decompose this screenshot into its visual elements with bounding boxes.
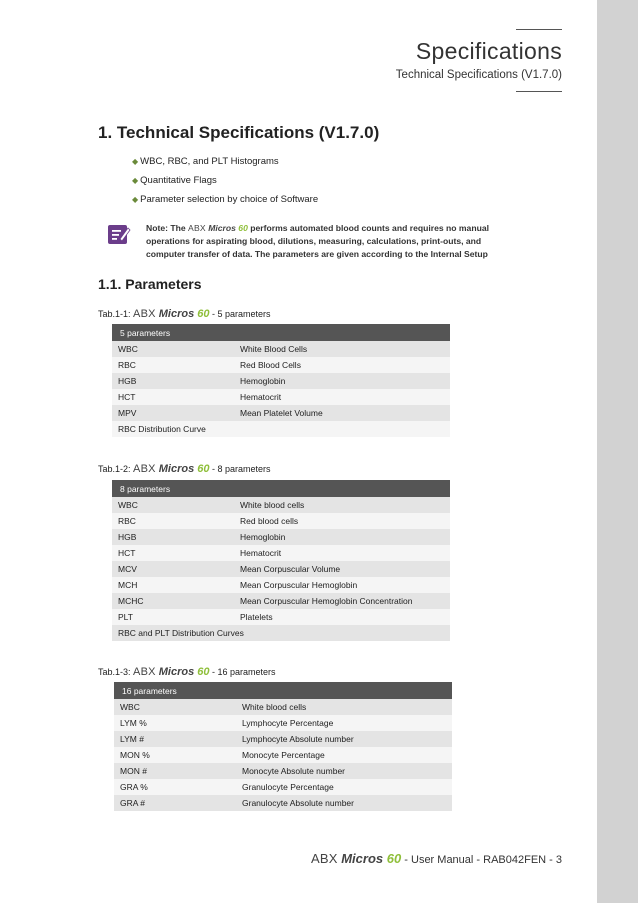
table-caption: Tab.1-3: ABX Micros 60 - 16 parameters — [98, 666, 276, 678]
page-footer: ABX Micros 60 - User Manual - RAB042FEN - 3 — [310, 851, 562, 866]
table-row: MON # Monocyte Absolute number — [114, 763, 452, 779]
table-row: MCV Mean Corpuscular Volume — [112, 561, 450, 577]
note-pencil-icon — [107, 222, 131, 246]
table-row: HCT Hematocrit — [112, 545, 450, 561]
table-row: PLT Platelets — [112, 609, 450, 625]
table-row: LYM # Lymphocyte Absolute number — [114, 731, 452, 747]
brand-name: ABX Micros 60 — [310, 851, 402, 866]
side-margin-bar — [597, 0, 638, 903]
list-item: ◆ Parameter selection by choice of Software — [132, 194, 319, 205]
brand-name: ABX Micros 60 — [133, 463, 210, 475]
table-header: 8 parameters — [112, 480, 450, 497]
table-caption: Tab.1-1: ABX Micros 60 - 5 parameters — [98, 308, 271, 320]
table-header: 16 parameters — [114, 682, 452, 699]
table-row: HGB Hemoglobin — [112, 529, 450, 545]
table-row: HGB Hemoglobin — [112, 373, 450, 389]
table-row: RBC Red blood cells — [112, 513, 450, 529]
table-row: GRA % Granulocyte Percentage — [114, 779, 452, 795]
diamond-bullet-icon: ◆ — [132, 157, 139, 166]
diamond-bullet-icon: ◆ — [132, 176, 139, 185]
header-subtitle: Technical Specifications (V1.7.0) — [395, 69, 562, 81]
header-rule-bottom — [516, 91, 562, 92]
table-row: WBC White blood cells — [112, 497, 450, 513]
diamond-bullet-icon: ◆ — [132, 195, 139, 204]
table-row: WBC White blood cells — [114, 699, 452, 715]
brand-name: ABX Micros 60 — [188, 223, 248, 233]
parameters-table-16 — [114, 682, 452, 811]
brand-name: ABX Micros 60 — [133, 308, 210, 320]
table-caption: Tab.1-2: ABX Micros 60 - 8 parameters — [98, 463, 271, 475]
table-row: GRA # Granulocyte Absolute number — [114, 795, 452, 811]
list-item: ◆ WBC, RBC, and PLT Histograms — [132, 156, 279, 167]
table-row: MON % Monocyte Percentage — [114, 747, 452, 763]
parameters-table-8 — [112, 480, 450, 641]
table-header: 5 parameters — [112, 324, 450, 341]
table-row: RBC and PLT Distribution Curves — [112, 625, 450, 641]
table-row: MPV Mean Platelet Volume — [112, 405, 450, 421]
list-item: ◆ Quantitative Flags — [132, 175, 217, 186]
note-text: Note: The ABX Micros 60 performs automated blood counts and requires no manual operations for aspirating blood, dilutions, measuring, calculations, print-outs, and computer transfer of data. The parameters are given according to the Internal Setup — [146, 223, 489, 259]
table-row: MCH Mean Corpuscular Hemoglobin — [112, 577, 450, 593]
header-title: Specifications — [415, 38, 562, 64]
feature-list — [132, 155, 318, 212]
parameters-table-5 — [112, 324, 450, 437]
brand-name: ABX Micros 60 — [133, 666, 210, 678]
table-row: HCT Hematocrit — [112, 389, 450, 405]
table-row: RBC Distribution Curve — [112, 421, 450, 437]
table-row: LYM % Lymphocyte Percentage — [114, 715, 452, 731]
section-heading: 1. Technical Specifications (V1.7.0) — [98, 123, 380, 142]
table-row: MCHC Mean Corpuscular Hemoglobin Concentration — [112, 593, 450, 609]
subsection-heading: 1.1. Parameters — [98, 276, 202, 292]
table-row: WBC White Blood Cells — [112, 341, 450, 357]
header-rule-top — [516, 29, 562, 30]
table-row: RBC Red Blood Cells — [112, 357, 450, 373]
